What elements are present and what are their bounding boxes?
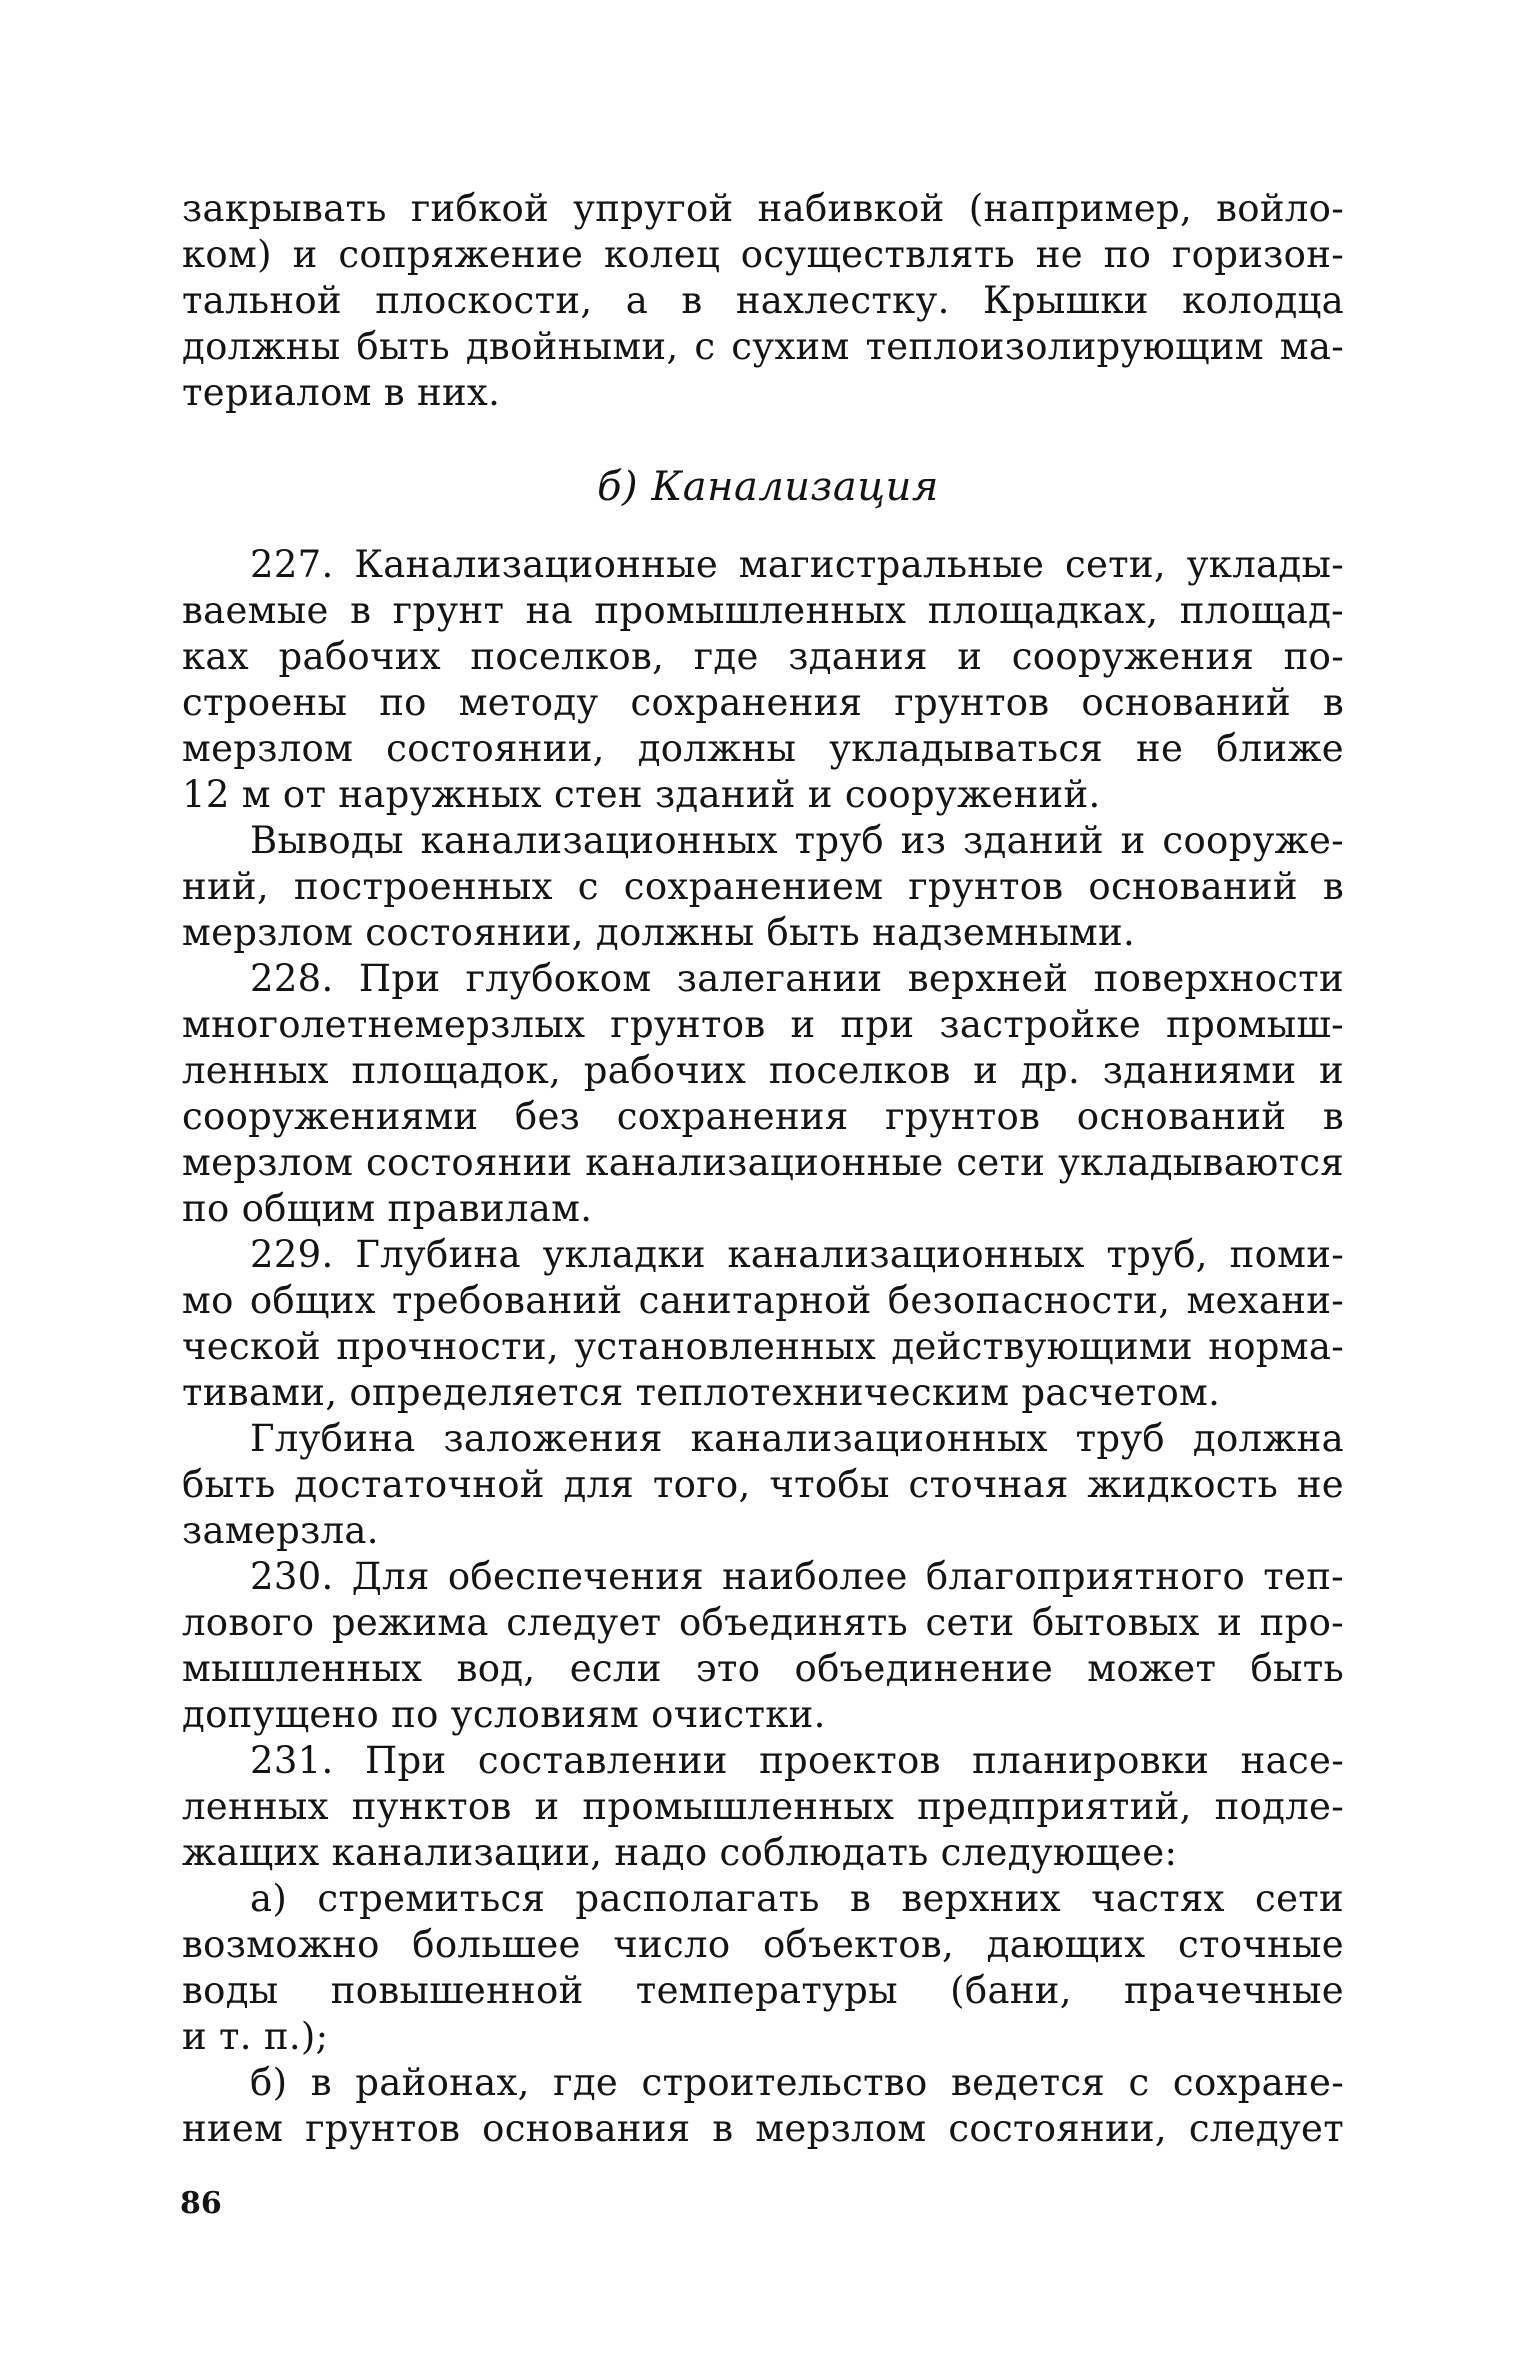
text-line: ленных площадок, рабочих поселков и др. зданиями и (182, 1049, 1344, 1092)
text-line: строены по методу сохранения грунтов оснований в (182, 681, 1344, 724)
text-line: возможно большее число объектов, дающих сточные (182, 1923, 1344, 1966)
text-line: ваемые в грунт на промышленных площадках, площад- (182, 589, 1344, 632)
text-line: мерзлом состоянии, должны укладываться не ближе (182, 727, 1344, 770)
text-line: 231. При составлении проектов планировки насе- (250, 1739, 1344, 1782)
text-line: нием грунтов основания в мерзлом состоянии, следует (182, 2107, 1344, 2150)
text-line: быть достаточной для того, чтобы сточная жидкость не (182, 1463, 1344, 1506)
text-line: 229. Глубина укладки канализационных труб, поми- (250, 1233, 1344, 1276)
text-line: б) в районах, где строительство ведется с сохране- (250, 2061, 1344, 2104)
text-line: жащих канализации, надо соблюдать следующее: (182, 1831, 1178, 1874)
text-line: а) стремиться располагать в верхних частях сети (250, 1877, 1344, 1920)
text-line: закрывать гибкой упругой набивкой (например, войло- (182, 187, 1344, 230)
text-line: ний, построенных с сохранением грунтов оснований в (182, 865, 1344, 908)
text-line: 227. Канализационные магистральные сети, уклады- (250, 543, 1344, 586)
text-line: 230. Для обеспечения наиболее благоприятного теп- (250, 1555, 1344, 1598)
text-line: тальной плоскости, а в нахлестку. Крышки колодца (182, 279, 1344, 322)
text-line: мо общих требований санитарной безопасности, механи- (182, 1279, 1344, 1322)
text-line: ком) и сопряжение колец осуществлять не по горизон- (182, 233, 1344, 276)
text-line: Выводы канализационных труб из зданий и сооруже- (250, 819, 1344, 862)
text-line: и т. п.); (182, 2015, 329, 2058)
text-line: по общим правилам. (182, 1187, 593, 1230)
text-line: тивами, определяется теплотехническим расчетом. (182, 1371, 1221, 1414)
text-line: мышленных вод, если это объединение может быть (182, 1647, 1344, 1690)
text-line: лового режима следует объединять сети бытовых и про- (182, 1601, 1344, 1644)
page-number: 86 (180, 2186, 222, 2221)
text-line: териалом в них. (182, 371, 501, 414)
text-line: ческой прочности, установленных действующими норма- (182, 1325, 1344, 1368)
text-line: воды повышенной температуры (бани, прачечные (182, 1969, 1344, 2012)
text-line: мерзлом состоянии канализационные сети укладываются (182, 1141, 1344, 1184)
text-line: Глубина заложения канализационных труб должна (250, 1417, 1344, 1460)
text-line: многолетнемерзлых грунтов и при застройке промыш- (182, 1003, 1344, 1046)
section-heading: б) Канализация (597, 464, 939, 510)
text-line: 228. При глубоком залегании верхней поверхности (250, 957, 1344, 1000)
text-line: сооружениями без сохранения грунтов оснований в (182, 1095, 1344, 1138)
text-line: ках рабочих поселков, где здания и сооружения по- (182, 635, 1344, 678)
text-line: 12 м от наружных стен зданий и сооружений. (182, 773, 1101, 816)
text-line: ленных пунктов и промышленных предприятий, подле- (182, 1785, 1344, 1828)
text-line: должны быть двойными, с сухим теплоизолирующим ма- (182, 325, 1344, 368)
text-line: допущено по условиям очистки. (182, 1693, 826, 1736)
text-line: мерзлом состоянии, должны быть надземными. (182, 911, 1136, 954)
text-line: замерзла. (182, 1509, 379, 1552)
